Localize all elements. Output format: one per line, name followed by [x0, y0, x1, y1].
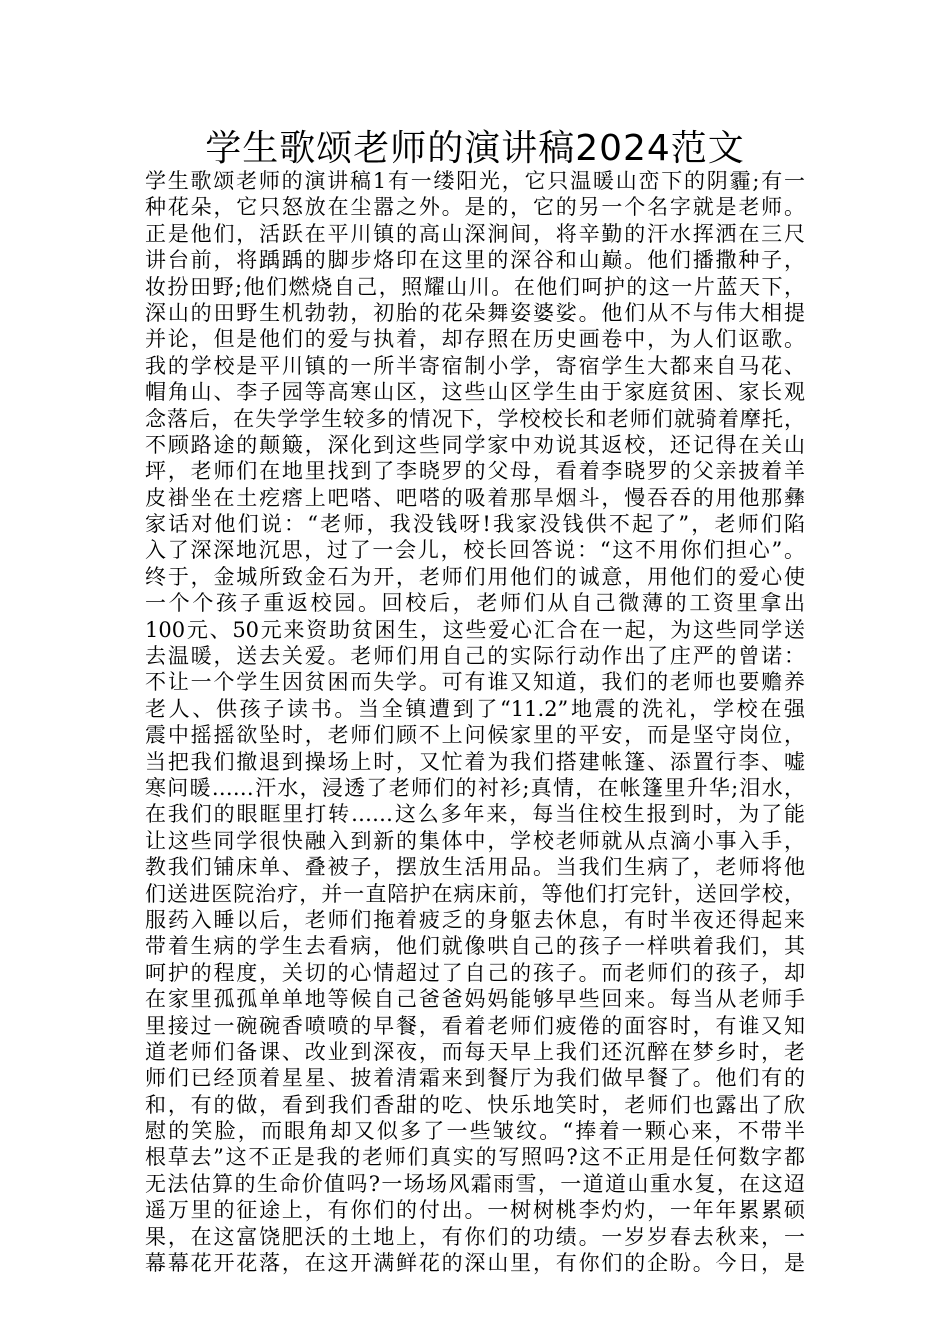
- body-line: 不顾路途的颠簸，深化到这些同学家中劝说其返校，还记得在关山: [145, 432, 805, 457]
- body-line: 讲台前，将踽踽的脚步烙印在这里的深谷和山巅。他们播撒种子，: [145, 248, 805, 273]
- body-line: 妆扮田野;他们燃烧自己，照耀山川。在他们呵护的这一片蓝天下，: [145, 274, 805, 299]
- body-line: 皮褂坐在土疙瘩上吧嗒、吧嗒的吸着那旱烟斗，慢吞吞的用他那彝: [145, 485, 805, 510]
- body-line: 帽角山、李子园等高寒山区，这些山区学生由于家庭贫困、家长观: [145, 380, 805, 405]
- body-line: 呵护的程度，关切的心情超过了自己的孩子。而老师们的孩子，却: [145, 960, 805, 985]
- document-title: 学生歌颂老师的演讲稿2024范文: [205, 128, 745, 169]
- body-line: 念落后，在失学学生较多的情况下，学校校长和老师们就骑着摩托，: [145, 406, 805, 431]
- body-line: 果，在这富饶肥沃的土地上，有你们的功绩。一岁岁春去秋来，一: [145, 1224, 805, 1249]
- body-line: 家话对他们说：“老师，我没钱呀!我家没钱供不起了”，老师们陷: [145, 512, 805, 537]
- body-line: 服药入睡以后，老师们拖着疲乏的身躯去休息，有时半夜还得起来: [145, 907, 805, 932]
- body-line: 们送进医院治疗，并一直陪护在病床前，等他们打完针，送回学校，: [145, 881, 805, 906]
- body-line: 在我们的眼眶里打转……这么多年来，每当住校生报到时，为了能: [145, 802, 805, 827]
- body-line: 并论，但是他们的爱与执着，却存照在历史画卷中，为人们讴歌。: [145, 327, 805, 352]
- body-line: 根草去”这不正是我的老师们真实的写照吗?这不正用是任何数字都: [145, 1145, 805, 1170]
- body-line: 终于，金城所致金石为开，老师们用他们的诚意，用他们的爱心使: [145, 564, 805, 589]
- body-line: 学生歌颂老师的演讲稿1有一缕阳光，它只温暖山峦下的阴霾;有一: [145, 169, 805, 193]
- body-line: 震中摇摇欲坠时，老师们顾不上问候家里的平安，而是坚守岗位，: [145, 723, 805, 748]
- body-line: 寒问暖……汗水，浸透了老师们的衬衫;真情，在帐篷里升华;泪水，: [145, 775, 805, 800]
- body-line: 我的学校是平川镇的一所半寄宿制小学，寄宿学生大都来自马花、: [145, 353, 805, 378]
- body-line: 一个个孩子重返校园。回校后，老师们从自己微薄的工资里拿出: [145, 591, 805, 616]
- body-line: 里接过一碗碗香喷喷的早餐，看着老师们疲倦的面容时，有谁又知: [145, 1013, 805, 1038]
- body-line: 老人、供孩子读书。当全镇遭到了“11.2”地震的洗礼，学校在强: [145, 696, 805, 721]
- body-line: 深山的田野生机勃勃，初胎的花朵舞姿婆娑。他们从不与伟大相提: [145, 300, 805, 325]
- body-line: 去温暖，送去关爱。老师们用自己的实际行动作出了庄严的曾诺：: [145, 644, 805, 669]
- body-line: 让这些同学很快融入到新的集体中，学校老师就从点滴小事入手，: [145, 828, 805, 853]
- body-line: 带着生病的学生去看病，他们就像哄自己的孩子一样哄着我们，其: [145, 934, 805, 959]
- body-line: 和，有的做，看到我们香甜的吃、快乐地笑时，老师们也露出了欣: [145, 1092, 805, 1117]
- body-line: 遥万里的征途上，有你们的付出。一树树桃李灼灼，一年年累累硕: [145, 1198, 805, 1223]
- body-line: 慰的笑脸，而眼角却又似多了一些皱纹。“捧着一颗心来，不带半: [145, 1119, 805, 1144]
- body-line: 教我们铺床单、叠被子，摆放生活用品。当我们生病了，老师将他: [145, 855, 805, 880]
- body-line: 100元、50元来资助贫困生，这些爱心汇合在一起，为这些同学送: [145, 617, 805, 642]
- body-line: 无法估算的生命价值吗?一场场风霜雨雪，一道道山重水复，在这迢: [145, 1171, 805, 1196]
- body-line: 坪，老师们在地里找到了李晓罗的父母，看着李晓罗的父亲披着羊: [145, 459, 805, 484]
- body-line: 在家里孤孤单单地等候自己爸爸妈妈能够早些回来。每当从老师手: [145, 987, 805, 1012]
- body-line: 不让一个学生因贫困而失学。可有谁又知道，我们的老师也要赡养: [145, 670, 805, 695]
- document-body: [145, 168, 805, 1276]
- body-line: 道老师们备课、改业到深夜，而每天早上我们还沉醉在梦乡时，老: [145, 1039, 805, 1064]
- body-line: 正是他们，活跃在平川镇的高山深涧间，将辛勤的汗水挥洒在三尺: [145, 221, 805, 246]
- body-line: 种花朵，它只怒放在尘嚣之外。是的，它的另一个名字就是老师。: [145, 195, 805, 220]
- body-line: 师们已经顶着星星、披着清霜来到餐厅为我们做早餐了。他们有的: [145, 1066, 805, 1091]
- body-line: 当把我们撤退到操场上时，又忙着为我们搭建帐篷、添置行李、嘘: [145, 749, 805, 774]
- body-line: 入了深深地沉思，过了一会儿，校长回答说：“这不用你们担心”。: [145, 538, 805, 563]
- body-line: 幕幕花开花落，在这开满鲜花的深山里，有你们的企盼。今日，是: [145, 1251, 805, 1276]
